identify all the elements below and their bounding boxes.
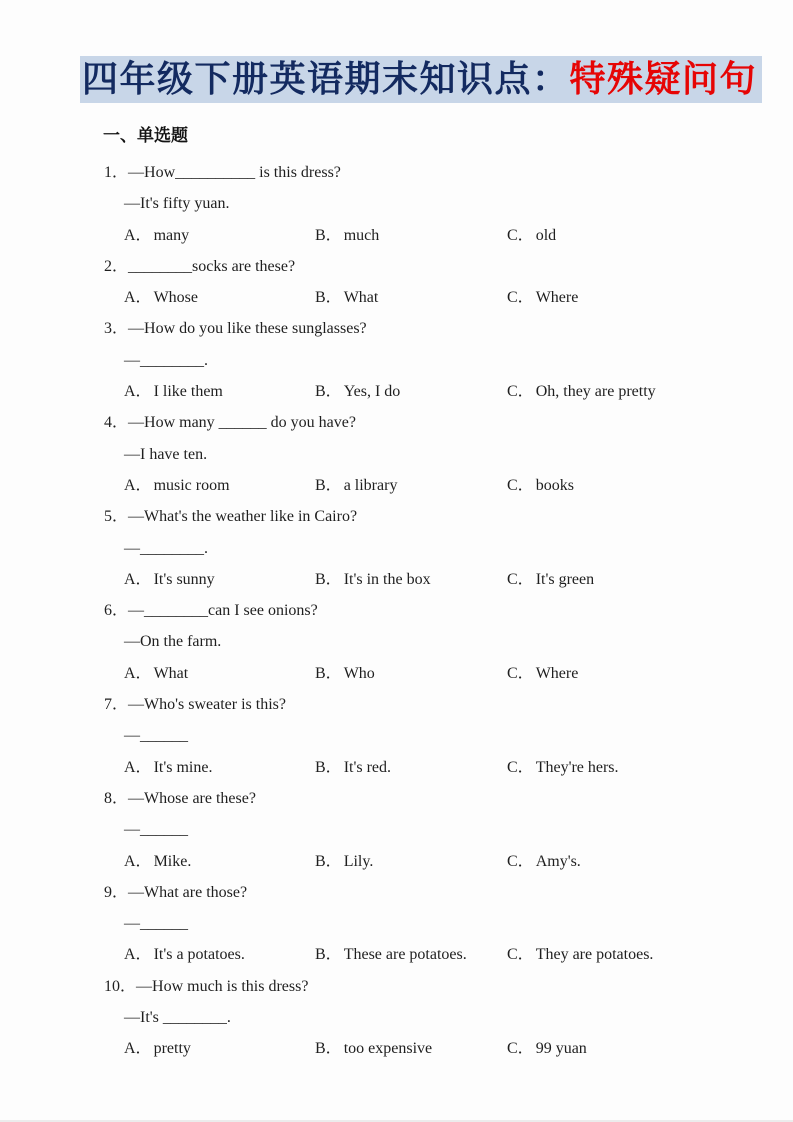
option-c-text: They are potatoes.	[535, 946, 654, 964]
option-b-text: much	[343, 226, 380, 244]
option-a	[124, 939, 315, 970]
option-a-text: What	[153, 664, 189, 682]
option-c-text: Where	[535, 289, 579, 307]
option-c-text: Where	[535, 664, 579, 682]
option-c-text: They're hers.	[535, 758, 619, 776]
question-item-4	[0, 407, 793, 501]
question-prompt: —How do you like these sunglasses?	[128, 320, 367, 338]
question-number: 7．	[104, 696, 129, 714]
option-c-label: C．	[507, 758, 534, 776]
options-row	[0, 282, 793, 313]
option-a	[124, 282, 315, 313]
option-c-label: C．	[507, 289, 534, 307]
options-row	[0, 564, 793, 595]
option-b-label: B．	[315, 289, 342, 307]
option-b-text: Lily.	[343, 852, 374, 870]
question-reply-line: —________.	[124, 539, 208, 557]
question-prompt-line	[0, 251, 793, 282]
option-b-label: B．	[315, 383, 342, 401]
question-item-1	[0, 157, 793, 251]
option-c-label: C．	[507, 852, 534, 870]
option-b-text: Who	[343, 664, 375, 682]
option-b-text: What	[343, 289, 379, 307]
question-prompt: —How__________ is this dress?	[128, 164, 341, 181]
question-prompt-line	[0, 407, 793, 438]
option-c-text: books	[535, 476, 574, 494]
option-a	[124, 470, 315, 501]
question-number: 2．	[104, 257, 129, 275]
option-c	[507, 470, 574, 501]
option-b-label: B．	[315, 758, 342, 776]
option-c	[507, 564, 594, 595]
option-a-text: music room	[153, 476, 230, 494]
option-c	[507, 846, 581, 877]
option-b	[315, 220, 507, 251]
option-c-text: It's green	[535, 570, 595, 588]
option-b-text: too expensive	[343, 1040, 433, 1058]
title-prefix-text: 四年级下册英语期末知识点：	[82, 58, 570, 99]
question-reply-line: —______	[124, 821, 188, 839]
option-c-label: C．	[507, 476, 534, 494]
options-row	[0, 939, 793, 970]
options-row	[0, 658, 793, 689]
option-a	[124, 1033, 315, 1064]
option-c	[507, 939, 653, 970]
question-prompt: ________socks are these?	[128, 257, 296, 275]
option-b-label: B．	[315, 946, 342, 964]
option-a	[124, 220, 315, 251]
option-a-label: A．	[124, 1040, 152, 1058]
options-row	[0, 220, 793, 251]
option-c	[507, 376, 656, 407]
option-c-label: C．	[507, 1040, 534, 1058]
option-a-label: A．	[124, 289, 152, 307]
question-number: 6．	[104, 602, 129, 620]
option-c-label: C．	[507, 664, 534, 682]
question-number: 1．	[104, 164, 129, 181]
question-prompt: —Whose are these?	[128, 789, 256, 807]
option-b	[315, 939, 507, 970]
option-a-label: A．	[124, 946, 152, 964]
question-number: 4．	[104, 414, 129, 432]
option-b-label: B．	[315, 664, 342, 682]
option-b-label: B．	[315, 570, 342, 588]
option-a	[124, 752, 315, 783]
option-a-label: A．	[124, 570, 152, 588]
options-row	[0, 1033, 793, 1064]
option-a-text: I like them	[153, 383, 223, 401]
question-section	[0, 124, 793, 1065]
option-a	[124, 846, 315, 877]
option-a-text: Whose	[153, 289, 198, 307]
option-a-label: A．	[124, 664, 152, 682]
option-b-text: a library	[343, 476, 398, 494]
question-prompt: —What are those?	[128, 883, 248, 901]
options-row	[0, 846, 793, 877]
option-a	[124, 564, 315, 595]
option-b-text: These are potatoes.	[343, 946, 467, 964]
question-reply-line: —On the farm.	[124, 633, 222, 651]
option-c	[507, 282, 578, 313]
options-row	[0, 470, 793, 501]
question-item-7	[0, 689, 793, 783]
question-reply-line: —______	[124, 727, 188, 745]
option-c-label: C．	[507, 946, 534, 964]
question-item-3	[0, 313, 793, 407]
option-a-text: many	[153, 226, 190, 244]
option-c	[507, 752, 619, 783]
option-c-label: C．	[507, 383, 534, 401]
option-b-label: B．	[315, 226, 342, 244]
question-number: 9．	[104, 883, 129, 901]
option-b	[315, 1033, 507, 1064]
question-prompt-line	[0, 501, 793, 532]
question-prompt-line	[0, 877, 793, 908]
question-number: 10．	[104, 977, 137, 995]
option-c-label: C．	[507, 570, 534, 588]
option-b	[315, 470, 507, 501]
question-item-6	[0, 595, 793, 689]
question-item-10	[0, 971, 793, 1065]
option-a-label: A．	[124, 852, 152, 870]
option-c	[507, 220, 556, 251]
question-prompt-line	[0, 783, 793, 814]
question-reply-line: —________.	[124, 351, 208, 369]
option-a-text: pretty	[153, 1040, 191, 1058]
option-b-label: B．	[315, 476, 342, 494]
question-number: 8．	[104, 789, 129, 807]
question-prompt: —What's the weather like in Cairo?	[128, 508, 358, 526]
question-prompt: —How much is this dress?	[136, 977, 309, 995]
option-b	[315, 282, 507, 313]
question-item-8	[0, 783, 793, 877]
option-a-label: A．	[124, 758, 152, 776]
option-c-text: old	[535, 226, 557, 244]
option-c-text: Amy's.	[535, 852, 581, 870]
option-b	[315, 846, 507, 877]
option-b	[315, 376, 507, 407]
option-b-label: B．	[315, 852, 342, 870]
option-a-text: It's mine.	[153, 758, 213, 776]
question-number: 5．	[104, 508, 129, 526]
option-b	[315, 658, 507, 689]
question-item-9	[0, 877, 793, 971]
title-highlight-text: 特殊疑问句	[569, 58, 758, 99]
option-a-text: It's a potatoes.	[153, 946, 245, 964]
option-b	[315, 752, 507, 783]
section-header: 一、单选题	[103, 126, 188, 145]
option-b-text: Yes, I do	[343, 383, 401, 401]
question-reply-line: —It's ________.	[124, 1009, 231, 1027]
option-a-label: A．	[124, 383, 152, 401]
option-b-text: It's red.	[343, 758, 391, 776]
option-a-text: It's sunny	[153, 570, 215, 588]
question-prompt-line	[0, 971, 793, 1002]
page-title	[80, 56, 762, 103]
option-c-text: 99 yuan	[535, 1040, 587, 1058]
option-a-text: Mike.	[153, 852, 192, 870]
question-prompt-line	[0, 595, 793, 626]
question-number: 3．	[104, 320, 129, 338]
question-prompt-line	[0, 689, 793, 720]
question-prompt: —How many ______ do you have?	[128, 414, 356, 432]
option-c	[507, 1033, 587, 1064]
question-reply-line: —I have ten.	[124, 445, 208, 463]
option-a-label: A．	[124, 226, 152, 244]
option-b-text: It's in the box	[343, 570, 431, 588]
question-prompt: —Who's sweater is this?	[128, 696, 286, 714]
question-prompt-line	[0, 313, 793, 344]
option-a	[124, 376, 315, 407]
question-prompt: —________can I see onions?	[128, 602, 318, 620]
question-prompt-line	[0, 157, 793, 188]
question-item-2	[0, 251, 793, 314]
question-item-5	[0, 501, 793, 595]
question-reply-line: —It's fifty yuan.	[124, 195, 230, 213]
options-row	[0, 752, 793, 783]
option-c	[507, 658, 578, 689]
option-a-label: A．	[124, 476, 152, 494]
question-reply-line: —______	[124, 915, 188, 933]
option-c-label: C．	[507, 226, 534, 244]
option-a	[124, 658, 315, 689]
option-b-label: B．	[315, 1040, 342, 1058]
option-c-text: Oh, they are pretty	[535, 383, 656, 401]
options-row	[0, 376, 793, 407]
option-b	[315, 564, 507, 595]
